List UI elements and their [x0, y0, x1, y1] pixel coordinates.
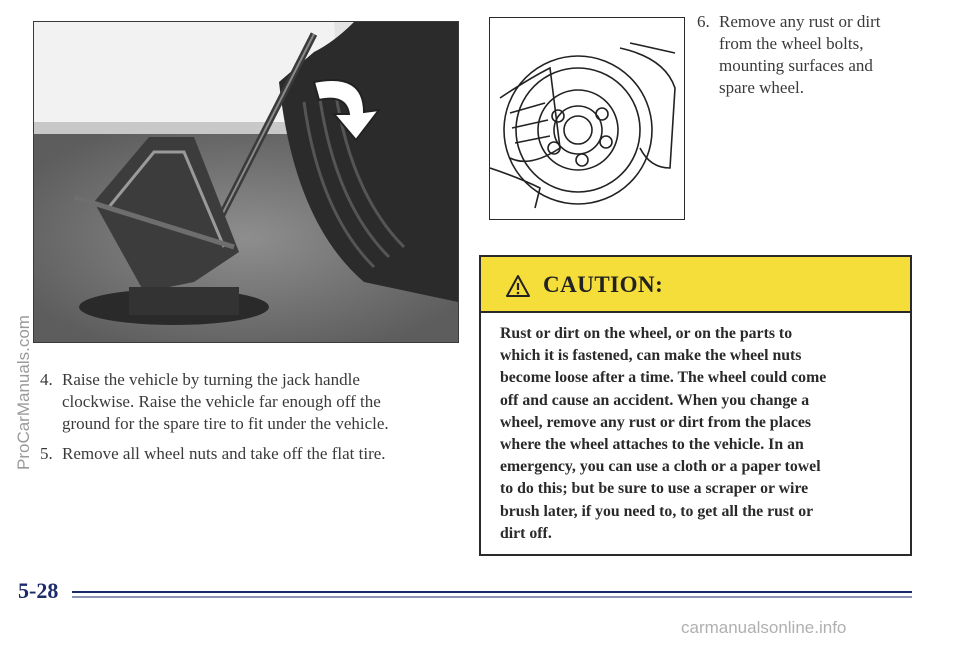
step-5 — [40, 443, 440, 467]
caution-header — [481, 257, 910, 313]
step-number: 4. — [40, 370, 53, 389]
step-text-line: spare wheel. — [719, 78, 804, 97]
step-text-line: ground for the spare tire to fit under the vehicle. — [62, 414, 389, 433]
step-text-line: Remove all wheel nuts and take off the flat tire. — [62, 444, 386, 463]
caution-line: Rust or dirt on the wheel, or on the parts to — [500, 325, 793, 342]
caution-line: off and cause an accident. When you change a — [500, 391, 810, 409]
jack-photo — [33, 21, 459, 343]
caution-line: dirt off. — [500, 524, 552, 542]
caution-line: to do this; but be sure to use a scraper or wire — [500, 480, 809, 498]
watermark-left: ProCarManuals.com — [14, 315, 33, 470]
caution-text — [500, 323, 900, 545]
step-6 — [697, 11, 937, 101]
step-number: 5. — [40, 444, 53, 463]
wheel-hub-illustration — [489, 17, 685, 220]
step-4 — [40, 369, 440, 435]
footer-rule — [72, 588, 912, 602]
caution-line: brush later, if you need to, to get all the rust or — [500, 502, 814, 520]
caution-box — [479, 255, 912, 556]
step-text — [719, 11, 880, 99]
caution-line: become loose after a time. The wheel could come — [500, 369, 827, 387]
caution-line: emergency, you can use a cloth or a paper towel — [500, 458, 821, 476]
step-text-line: Remove any rust or dirt — [719, 12, 881, 31]
wheel-hub-graphic — [490, 18, 684, 219]
step-text — [62, 369, 389, 435]
caution-line: where the wheel attaches to the vehicle. In an — [500, 436, 804, 454]
step-text-line: from the wheel bolts, — [719, 34, 864, 53]
caution-line: which it is fastened, can make the wheel nuts — [500, 347, 802, 365]
caution-line: wheel, remove any rust or dirt from the places — [500, 413, 812, 431]
jack-photo-graphic — [34, 22, 458, 342]
step-text-line: clockwise. Raise the vehicle far enough off the — [62, 392, 381, 411]
warning-triangle-icon — [505, 274, 531, 298]
step-number: 6. — [697, 12, 710, 31]
caution-title: CAUTION: — [543, 272, 664, 297]
step-text-line: mounting surfaces and — [719, 56, 873, 75]
step-text — [62, 443, 386, 465]
step-text-line: Raise the vehicle by turning the jack handle — [62, 370, 360, 389]
watermark-bottom: carmanualsonline.info — [681, 618, 847, 637]
page-number: 5-28 — [18, 578, 59, 603]
